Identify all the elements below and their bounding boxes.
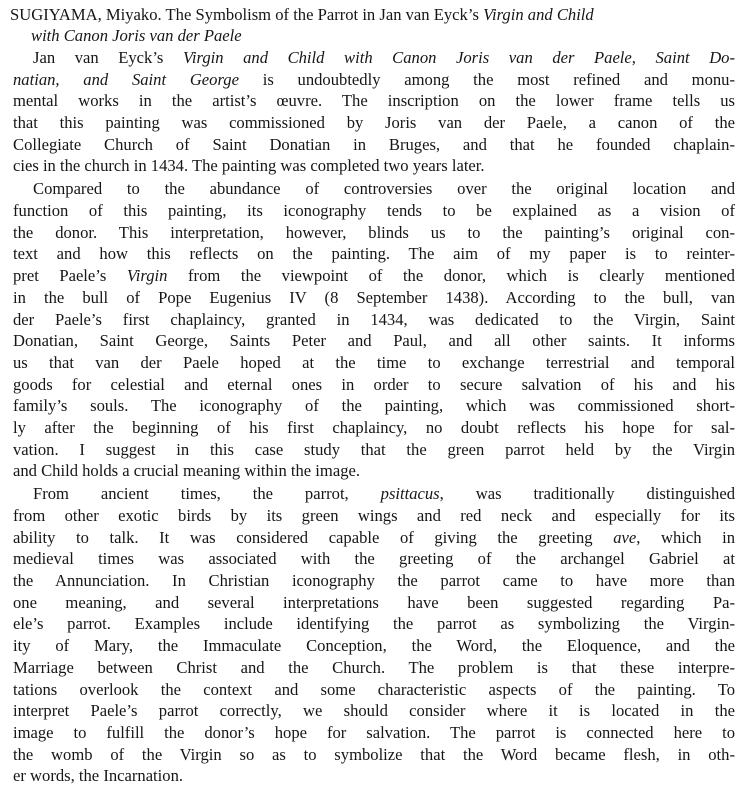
- article-body: [13, 47, 735, 787]
- text-line: [13, 613, 735, 635]
- text-line: [13, 330, 735, 352]
- text-line: [13, 222, 735, 244]
- text-line: [13, 505, 735, 527]
- text-run: function of this painting, its iconography tends to be explained as a vision of: [13, 201, 735, 221]
- italic-text: natian, and Saint George: [13, 69, 239, 89]
- text-run: , which in: [636, 527, 736, 547]
- text-line: [13, 69, 735, 91]
- text-line: [13, 460, 735, 482]
- text-line: [13, 439, 735, 461]
- text-run: ly after the beginning of his first chaplaincy, no doubt reflects his hope for sal-: [13, 417, 735, 437]
- title-text: The Symbolism of the Parrot in Jan van Eyck’s: [165, 5, 479, 24]
- text-run: der Paele’s first chaplaincy, granted in 1434, was dedicated to the Virgin, Saint: [13, 309, 735, 329]
- text-run: us that van der Paele hoped at the time to exchange terrestrial and temporal: [13, 352, 735, 372]
- text-run: image to fulfill the donor’s hope for salvation. The parrot is connected here to: [13, 722, 735, 742]
- text-line: [13, 352, 735, 374]
- text-run: er words, the Incarnation.: [13, 766, 184, 786]
- text-line: [13, 700, 735, 722]
- text-run: the womb of the Virgin so as to symbolize that the Word became flesh, in oth-: [13, 744, 735, 764]
- text-run: pret Paele’s: [13, 266, 127, 286]
- italic-text: Virgin and Child with Canon Joris van der Paele, Saint Do-: [182, 48, 735, 67]
- paragraph: [13, 178, 735, 482]
- text-run: tations overlook the context and some characteristic aspects of the painting. To: [13, 679, 735, 699]
- text-run: that this painting was commissioned by Joris van der Paele, a canon of the: [13, 113, 735, 133]
- author-name: SUGIYAMA, Miyako.: [10, 5, 162, 24]
- text-run: is undoubtedly among the most refined and monu-: [238, 69, 735, 89]
- italic-text: psittacus: [380, 484, 440, 504]
- text-line: [13, 178, 735, 200]
- text-run: , was traditionally distinguished: [439, 484, 735, 504]
- text-run: Donatian, Saint George, Saints Peter and Paul, and all other saints. It informs: [13, 331, 735, 351]
- text-run: interpret Paele’s parrot correctly, we should consider where it is located in the: [13, 701, 735, 721]
- text-run: goods for celestial and eternal ones in order to secure salvation of his and his: [13, 374, 735, 394]
- text-line: [13, 287, 735, 309]
- text-line: [13, 112, 735, 134]
- text-line: [13, 679, 735, 701]
- text-run: From ancient times, the parrot,: [33, 484, 381, 504]
- text-run: medieval times was associated with the greeting of the archangel Gabriel at: [13, 549, 735, 569]
- paragraph: [13, 483, 735, 787]
- text-run: vation. I suggest in this case study that the green parrot held by the Virgin: [13, 439, 735, 459]
- text-line: [13, 374, 735, 396]
- italic-text: Virgin: [126, 266, 168, 286]
- text-line: [13, 265, 735, 287]
- paragraph: [13, 47, 735, 177]
- title-italic-continued: with Canon Joris van der Paele: [31, 26, 242, 45]
- text-run: text and how this reflects on the painting. The aim of my paper is to reinter-: [13, 244, 735, 264]
- heading-line-1: [10, 4, 735, 25]
- text-line: [13, 483, 735, 505]
- text-run: Jan van Eyck’s: [33, 48, 183, 67]
- text-run: ele’s parrot. Examples include identifying the parrot as symbolizing the Virgin-: [13, 614, 735, 634]
- italic-text: ave: [613, 527, 637, 547]
- text-line: [13, 570, 735, 592]
- text-run: cies in the church in 1434. The painting was completed two years later.: [13, 156, 485, 176]
- text-run: from the viewpoint of the donor, which is clearly mentioned: [167, 266, 735, 286]
- text-run: from other exotic birds by its green wings and red neck and especially for its: [13, 506, 735, 526]
- text-line: [13, 765, 735, 787]
- text-run: family’s souls. The iconography of the painting, which was commissioned short-: [13, 396, 735, 416]
- text-run: Compared to the abundance of controversies over the original location and: [33, 179, 735, 199]
- text-run: ability to talk. It was considered capable of giving the greeting: [13, 527, 614, 547]
- text-line: [13, 90, 735, 112]
- text-run: the donor. This interpretation, however, blinds us to the painting’s original con-: [13, 222, 735, 242]
- text-line: [13, 592, 735, 614]
- text-line: [13, 635, 735, 657]
- text-run: Marriage between Christ and the Church. The problem is that these interpre-: [13, 657, 735, 677]
- text-run: one meaning, and several interpretations have been suggested regarding Pa-: [13, 592, 735, 612]
- text-line: [13, 527, 735, 549]
- text-line: [13, 722, 735, 744]
- text-line: [13, 395, 735, 417]
- text-line: [13, 309, 735, 331]
- text-run: in the bull of Pope Eugenius IV (8 September 1438). According to the bull, van: [13, 287, 735, 307]
- heading-line-2: [10, 25, 735, 46]
- text-line: [13, 548, 735, 570]
- text-line: [13, 155, 735, 177]
- article-heading: [10, 4, 735, 46]
- title-italic: Virgin and Child: [483, 5, 594, 24]
- text-run: and Child holds a crucial meaning within the image.: [13, 461, 361, 481]
- text-line: [13, 47, 735, 69]
- text-line: [13, 744, 735, 766]
- text-line: [13, 243, 735, 265]
- text-line: [13, 657, 735, 679]
- text-line: [13, 417, 735, 439]
- text-run: Collegiate Church of Saint Donatian in Bruges, and that he founded chaplain-: [13, 134, 735, 154]
- text-line: [13, 200, 735, 222]
- text-run: the Annunciation. In Christian iconography the parrot came to have more than: [13, 571, 735, 591]
- text-run: ity of Mary, the Immaculate Conception, the Word, the Eloquence, and the: [13, 636, 735, 656]
- text-line: [13, 134, 735, 156]
- text-run: mental works in the artist’s œuvre. The inscription on the lower frame tells us: [13, 91, 735, 111]
